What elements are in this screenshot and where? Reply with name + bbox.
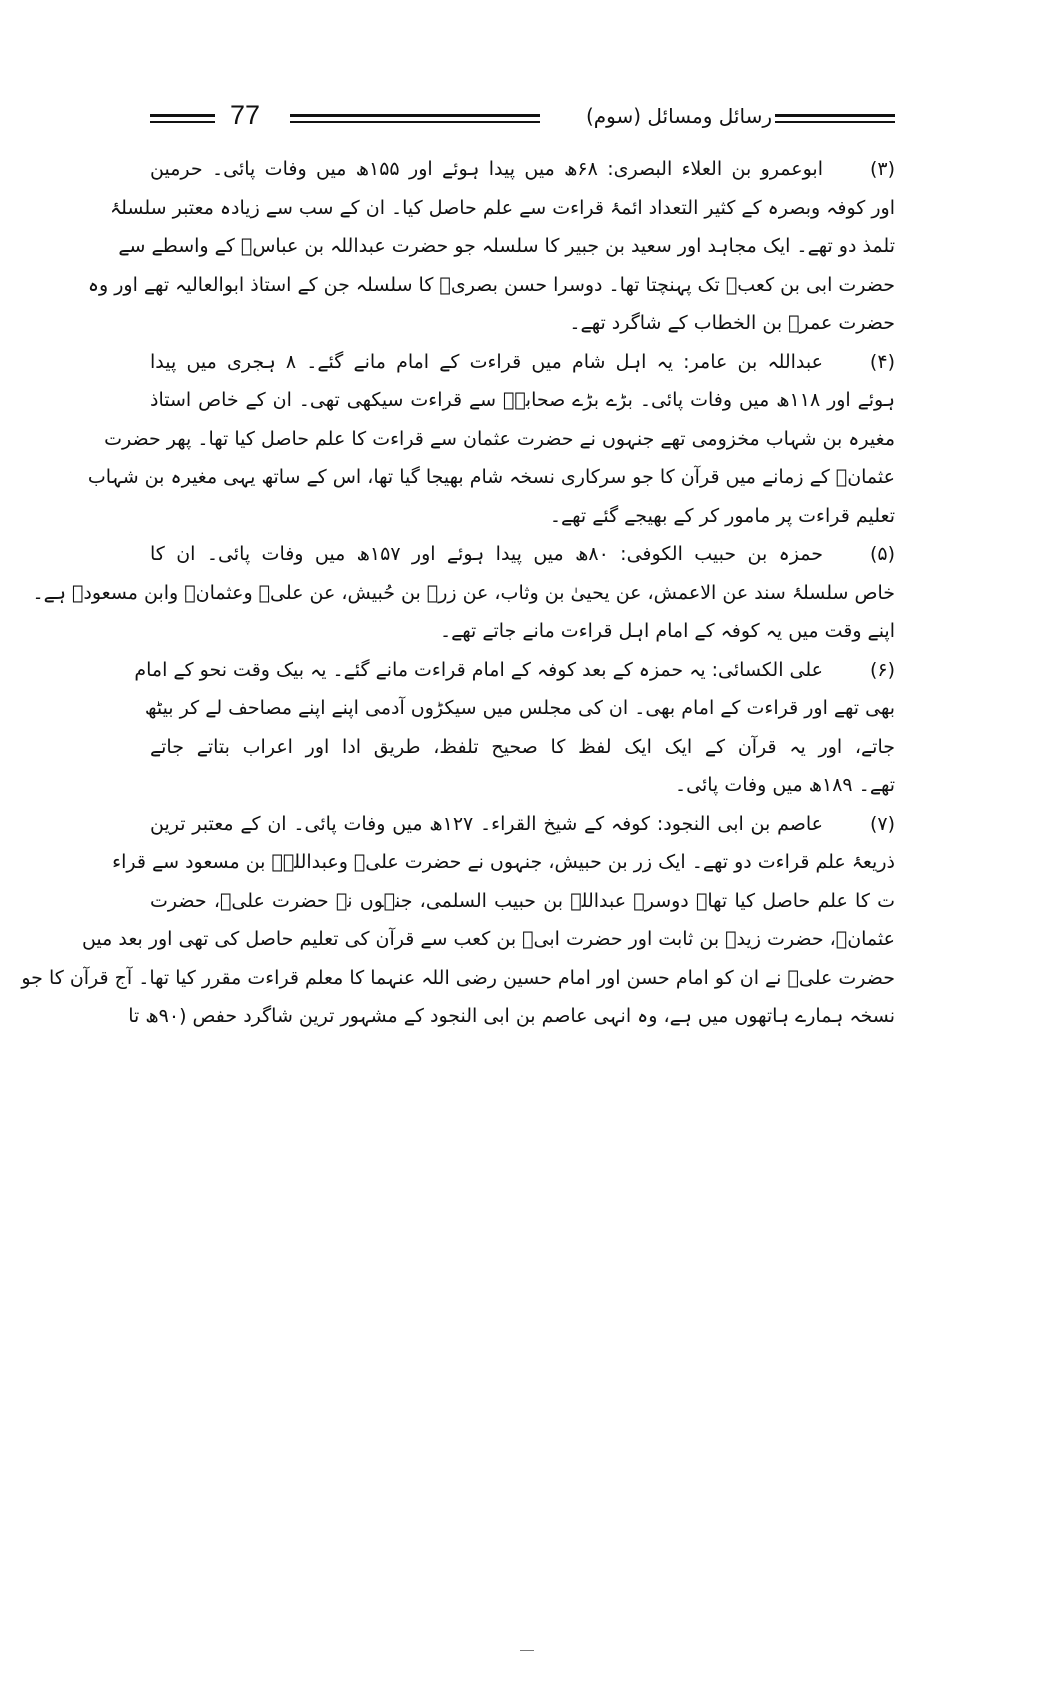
paragraph-line: ہوئے اور ۱۱۸ھ میں وفات پائی۔ بڑے بڑے صحابہؓ سے قراءت سیکھی تھی۔ ان کے خاص استاذ bbox=[150, 389, 896, 411]
paragraph-line: ت کا علم حاصل کیا تھا۔ دوسرے عبداللہ بن حبیب السلمی، جنہوں نے حضرت علیؓ، حضرت bbox=[150, 889, 895, 912]
paragraph-line: (۳)ابوعمرو بن العلاء البصری: ۶۸ھ میں پیدا ہوئے اور ۱۵۵ھ میں وفات پائی۔ حرمین bbox=[150, 150, 895, 189]
running-title: رسائل ومسائل (سوم) bbox=[585, 104, 772, 128]
paragraph-line: حضرت عمرؓ بن الخطاب کے شاگرد تھے۔ bbox=[569, 312, 895, 334]
paragraph-line: مغیرہ بن شہاب مخزومی تھے جنہوں نے حضرت عثمان سے قراءت کا علم حاصل کیا تھا۔ پھر حضرت bbox=[104, 427, 895, 450]
paragraph-line: نسخہ ہمارے ہاتھوں میں ہے، وہ انہی عاصم بن ابی النجود کے مشہور ترین شاگرد حفص (۹۰ھ تا bbox=[128, 1005, 895, 1027]
paragraph-line: اپنے وقت میں یہ کوفہ کے امام اہل قراءت مانے جاتے تھے۔ bbox=[440, 620, 895, 642]
header-rule-middle bbox=[290, 114, 540, 123]
header-rule-right bbox=[775, 114, 895, 123]
paragraph-line: بھی تھے اور قراءت کے امام بھی۔ ان کی مجلس میں سیکڑوں آدمی اپنے اپنے مصاحف لے کر بیٹھ bbox=[144, 697, 895, 719]
section-number: (۵) bbox=[869, 543, 895, 565]
paragraph-line: (۷)عاصم بن ابی النجود: کوفہ کے شیخ القراء۔ ۱۲۷ھ میں وفات پائی۔ ان کے معتبر ترین bbox=[150, 805, 895, 844]
paragraph-line: (۴)عبداللہ بن عامر: یہ اہل شام میں قراءت کے امام مانے گئے۔ ۸ ہجری میں پیدا bbox=[150, 343, 895, 382]
body-text bbox=[21, 150, 896, 1036]
paragraph-line: عثمانؓ، حضرت زیدؓ بن ثابت اور حضرت ابیؓ بن کعب سے قرآن کی تعلیم حاصل کی تھی اور بعد میں bbox=[81, 928, 895, 950]
paragraph-line: ذریعۂ علم قراءت دو تھے۔ ایک زر بن حبیش، جنہوں نے حضرت علیؓ وعبداللہؓ بن مسعود سے قراء bbox=[112, 851, 895, 873]
section-number: (۳) bbox=[869, 158, 895, 180]
paragraph-line: تھے۔ ۱۸۹ھ میں وفات پائی۔ bbox=[674, 774, 895, 796]
section-number: (۷) bbox=[869, 812, 895, 835]
paragraph-line: جاتے، اور یہ قرآن کے ایک ایک لفظ کا صحیح تلفظ، طریق ادا اور اعراب بتاتے جاتے bbox=[150, 735, 895, 758]
paragraph-line: تعلیم قراءت پر مامور کر کے بھیجے گئے تھے۔ bbox=[549, 504, 895, 527]
paragraph-line: خاص سلسلۂ سند عن الاعمش، عن یحییٰ بن وثاب، عن زرؓ بن حُبیش، عن علیؓ وعثمانؓ وابن مسعودؓ ہے۔ bbox=[32, 581, 895, 604]
paragraph-line: حضرت علیؓ نے ان کو امام حسن اور امام حسین رضی اللہ عنہما کا معلم قراءت مقرر کیا تھا۔ آج قرآن کا جو bbox=[21, 966, 895, 989]
paragraph-line: (۵)حمزہ بن حبیب الکوفی: ۸۰ھ میں پیدا ہوئے اور ۱۵۷ھ میں وفات پائی۔ ان کا bbox=[150, 535, 895, 574]
footer-mark bbox=[520, 1650, 534, 1651]
paragraph-line: حضرت ابی بن کعبؓ تک پہنچتا تھا۔ دوسرا حسن بصریؒ کا سلسلہ جن کے استاذ ابوالعالیہ تھے اور وہ bbox=[87, 273, 895, 296]
paragraph-line: اور کوفہ وبصرہ کے کثیر التعداد ائمۂ قراءت سے علم حاصل کیا۔ ان کے سب سے زیادہ معتبر سلسلۂ bbox=[109, 196, 895, 219]
section-number: (۴) bbox=[869, 350, 895, 373]
paragraph-line: تلمذ دو تھے۔ ایک مجاہد اور سعید بن جبیر کا سلسلہ جو حضرت عبداللہ بن عباسؓ کے واسطے سے bbox=[118, 235, 895, 257]
page-number: 77 bbox=[230, 100, 261, 130]
page-header bbox=[150, 100, 895, 140]
paragraph-line: عثمانؓ کے زمانے میں قرآن کا جو سرکاری نسخہ شام بھیجا گیا تھا، اس کے ساتھ یہی مغیرہ بن شہاب bbox=[87, 466, 895, 488]
section-number: (۶) bbox=[869, 658, 895, 681]
paragraph-line: (۶)علی الکسائی: یہ حمزہ کے بعد کوفہ کے امام قراءت مانے گئے۔ یہ بیک وقت نحو کے امام bbox=[150, 651, 895, 690]
header-rule-left bbox=[150, 114, 215, 123]
